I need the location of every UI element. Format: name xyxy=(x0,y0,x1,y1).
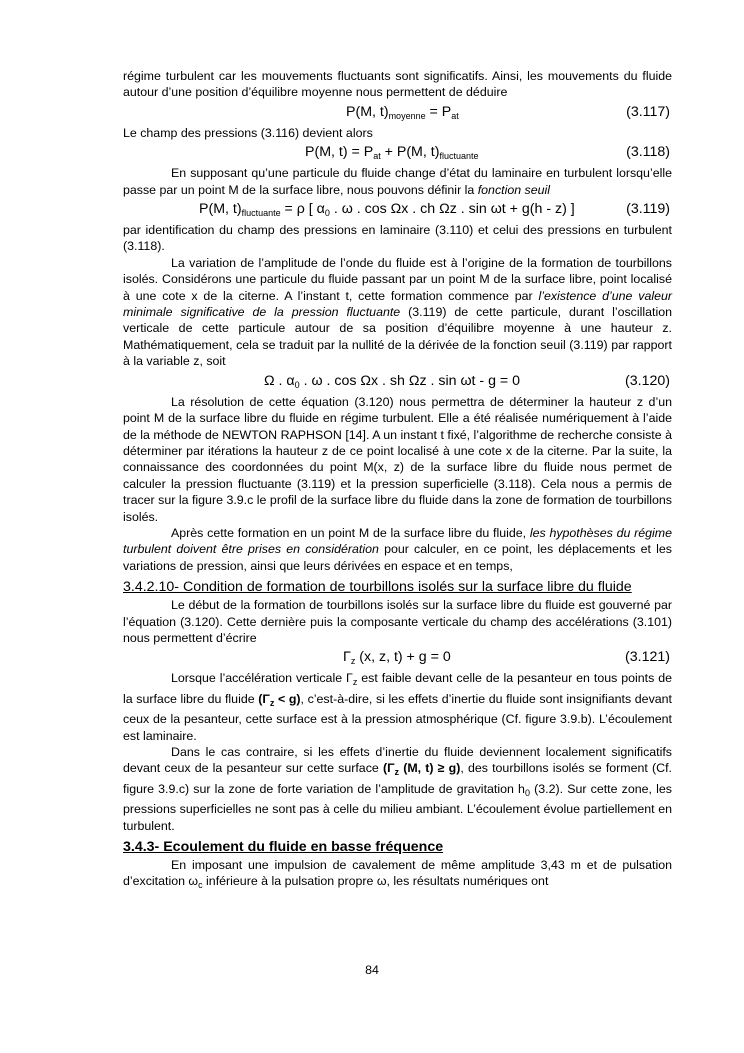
equation-body: P(M, $t) = P_{at} + P(M$, $t)_{fluctuante}$ xyxy=(305,144,479,162)
equation-number: (3.117) xyxy=(626,103,670,120)
section-heading-3-4-2-10: 3.4.2.10- Condition de formation de tourbillons isolés sur la surface libre du fluide xyxy=(123,579,632,596)
paragraph-3: En supposant qu’une particule du fluide change d’état du laminaire en turbulent lorsqu’elle passe par un point M de la surface libre, nous pouvons définir la fonction seuil xyxy=(123,166,672,197)
equation-3-119 xyxy=(123,199,672,221)
paragraph-8: Le début de la formation de tourbillons isolés sur la surface libre du fluide est gouverné par l’équation (3.120). Cette dernière puis la composante verticale du champ des accélérations (3.101) nous permettent d’écrire xyxy=(123,598,672,645)
paragraph-4: par identification du champ des pressions en laminaire (3.110) et celui des pressions en turbulent (3.118). xyxy=(123,223,672,254)
equation-number: (3.118) xyxy=(626,144,670,161)
paragraph-1: régime turbulent car les mouvements fluctuants sont significatifs. Ainsi, les mouvements du fluide autour d’une position d’équilibre moyenne nous permettent de déduire xyxy=(123,69,672,100)
equation-number: (3.119) xyxy=(626,201,670,218)
section-heading-3-4-3: 3.4.3- Ecoulement du fluide en basse fréquence xyxy=(123,839,444,856)
page-number: 84 xyxy=(365,963,379,977)
equation-number: (3.121) xyxy=(625,649,670,666)
paragraph-5: La variation de l’amplitude de l’onde du fluide est à l’origine de la formation de tourbillons isolés. Considérons une particule du fluide passant par un point M de la surface libre, point localisé à une cote x de la citerne. A l’instant t, cette formation commence par l’existence d’une valeur minimale significative de la pression fluctuante (3.119) de cette particule, durant l’oscillation verticale de cette particule autour de sa position d’équilibre moyenne à une hauteur z. Mathématiquement, cela se traduit par la nullité de la dérivée de la fonction seuil (3.119) par rapport à la variable z, soit xyxy=(123,255,673,369)
equation-3-117 xyxy=(123,102,672,124)
equation-3-121 xyxy=(123,647,672,669)
paragraph-2: Le champ des pressions (3.116) devient alors xyxy=(123,125,373,140)
equation-3-120 xyxy=(123,371,672,393)
paragraph-11: En imposant une impulsion de cavalement de même amplitude 3,43 m et de pulsation d’excitation $\omega_c$ inférieure à la pulsation propre ω, les résultats numériques ont xyxy=(123,858,672,891)
equation-number: (3.120) xyxy=(625,372,670,389)
equation-body: Ω . $\alpha_0$ . ω . cos Ωx . sh Ωz . sin ωt - g = 0 xyxy=(264,372,521,390)
equation-3-118 xyxy=(123,142,672,164)
paragraph-7: Après cette formation en un point M de la surface libre du fluide, les hypothèses du régime turbulent doivent être prises en considération pour calculer, en ce point, les déplacements et les variations de pression, ainsi que leurs dérivées en espace et en temps, xyxy=(123,525,672,573)
document-page xyxy=(123,68,672,894)
equation-body: P(M, $t)_{fluctuante} = \rho$ [ $\alpha_0$ . ω . cos Ωx . ch Ωz . sin ωt + g(h - z) ] xyxy=(199,201,575,219)
paragraph-6: La résolution de cette équation (3.120) nous permettra de déterminer la hauteur z d’un point M de la surface libre du fluide en régime turbulent. Elle a été réalisée numériquement à l’aide de la méthode de NEWTON RAPHSON [14]. A un instant t fixé, l’algorithme de recherche consiste à déterminer par itérations la hauteur z de ce point localisé à une cote x de la citerne. Par la suite, la connaissance des coordonnées du point M(x, z) de la surface libre du fluide nous permet de calculer la pression fluctuante (3.119) et la pression superficielle (3.118). Cela nous a permis de tracer sur la figure 3.9.c le profil de la surface libre du fluide dans la zone de formation de tourbillons isolés. xyxy=(123,394,672,524)
equation-body: $\Gamma_z$ (x, z, t) + g = 0 xyxy=(343,649,451,667)
paragraph-9: Lorsque l’accélération verticale $\Gamma_z$ est faible devant celle de la pesanteur en tous points de la surface libre du fluide $(\Gamma_z < g)$, c’est-à-dire, si les effets d’inertie du fluide sont insignifiants devant ceux de la pesanteur, cette surface est à la pression atmosphérique (Cf. figure 3.9.b). L’écoulement est laminaire. xyxy=(123,671,673,743)
paragraph-10: Dans le cas contraire, si les effets d’inertie du fluide deviennent localement significatifs devant ceux de la pesanteur sur cette surface ($\Gamma_z$ (M, t) ≥ g), des tourbillons isolés se forment (Cf. figure 3.9.c) sur la zone de forte variation de l’amplitude de gravitation $h_0$ (3.2). Sur cette zone, les pressions superficielles ne sont pas à celle du milieu ambiant. L’écoulement évolue partiellement en turbulent. xyxy=(123,745,672,833)
equation-body: P(M, $t)_{moyenne} = P_{at}$ xyxy=(346,103,459,121)
